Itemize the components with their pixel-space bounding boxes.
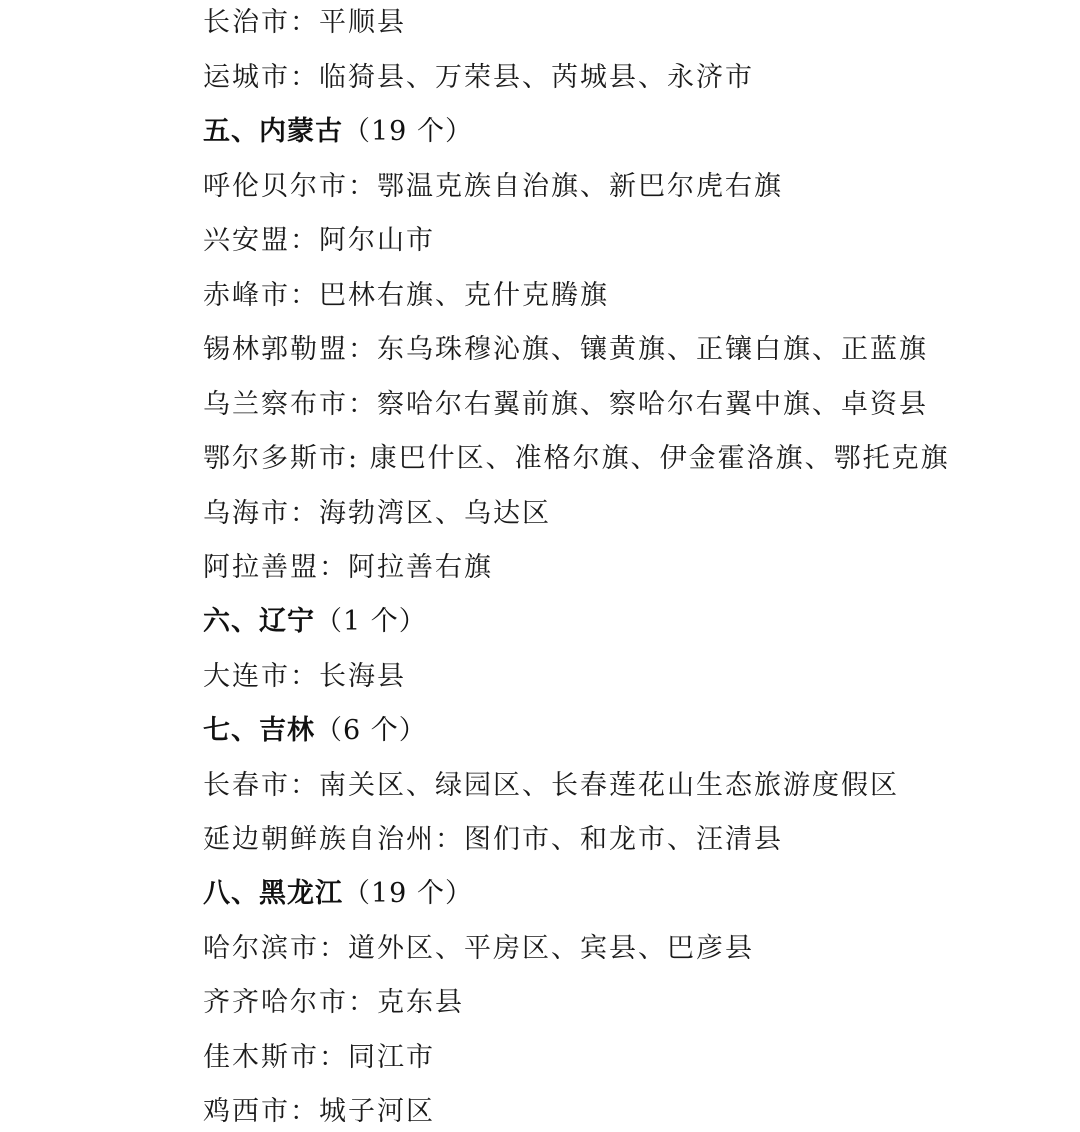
list-item: 呼伦贝尔市：鄂温克族自治旗、新巴尔虎右旗: [203, 171, 783, 202]
section-heading: [203, 605, 427, 639]
list-item: 延边朝鲜族自治州：图们市、和龙市、汪清县: [203, 824, 783, 855]
list-item: 大连市：长海县: [203, 661, 406, 692]
list-item: 锡林郭勒盟：东乌珠穆沁旗、镶黄旗、正镶白旗、正蓝旗: [203, 334, 928, 365]
section-heading: [203, 877, 473, 911]
list-item: 乌海市：海勃湾区、乌达区: [203, 498, 551, 529]
list-item: 运城市：临猗县、万荣县、芮城县、永济市: [203, 62, 754, 93]
list-item: 哈尔滨市：道外区、平房区、宾县、巴彦县: [203, 933, 754, 964]
section-title: 七、吉林: [203, 715, 315, 746]
section-heading: [203, 714, 427, 748]
section-title: 五、内蒙古: [203, 116, 343, 147]
list-item: 兴安盟：阿尔山市: [203, 225, 435, 256]
section-heading: [203, 115, 473, 149]
list-item: 阿拉善盟：阿拉善右旗: [203, 552, 493, 583]
section-title: 六、辽宁: [203, 606, 315, 637]
list-item: 齐齐哈尔市：克东县: [203, 987, 464, 1018]
section-count: （6 个）: [315, 715, 427, 746]
list-item: 长治市：平顺县: [203, 7, 406, 38]
section-count: （1 个）: [315, 606, 427, 637]
list-item: 赤峰市：巴林右旗、克什克腾旗: [203, 280, 609, 311]
list-item: 佳木斯市：同江市: [203, 1042, 435, 1073]
section-count: （19 个）: [343, 116, 473, 147]
list-item: 鸡西市：城子河区: [203, 1096, 435, 1127]
section-title: 八、黑龙江: [203, 878, 343, 909]
list-item: 鄂尔多斯市: 康巴什区、准格尔旗、伊金霍洛旗、鄂托克旗: [203, 443, 950, 474]
list-item: 长春市：南关区、绿园区、长春莲花山生态旅游度假区: [203, 770, 899, 801]
list-item: 乌兰察布市：察哈尔右翼前旗、察哈尔右翼中旗、卓资县: [203, 389, 928, 420]
section-count: （19 个）: [343, 878, 473, 909]
